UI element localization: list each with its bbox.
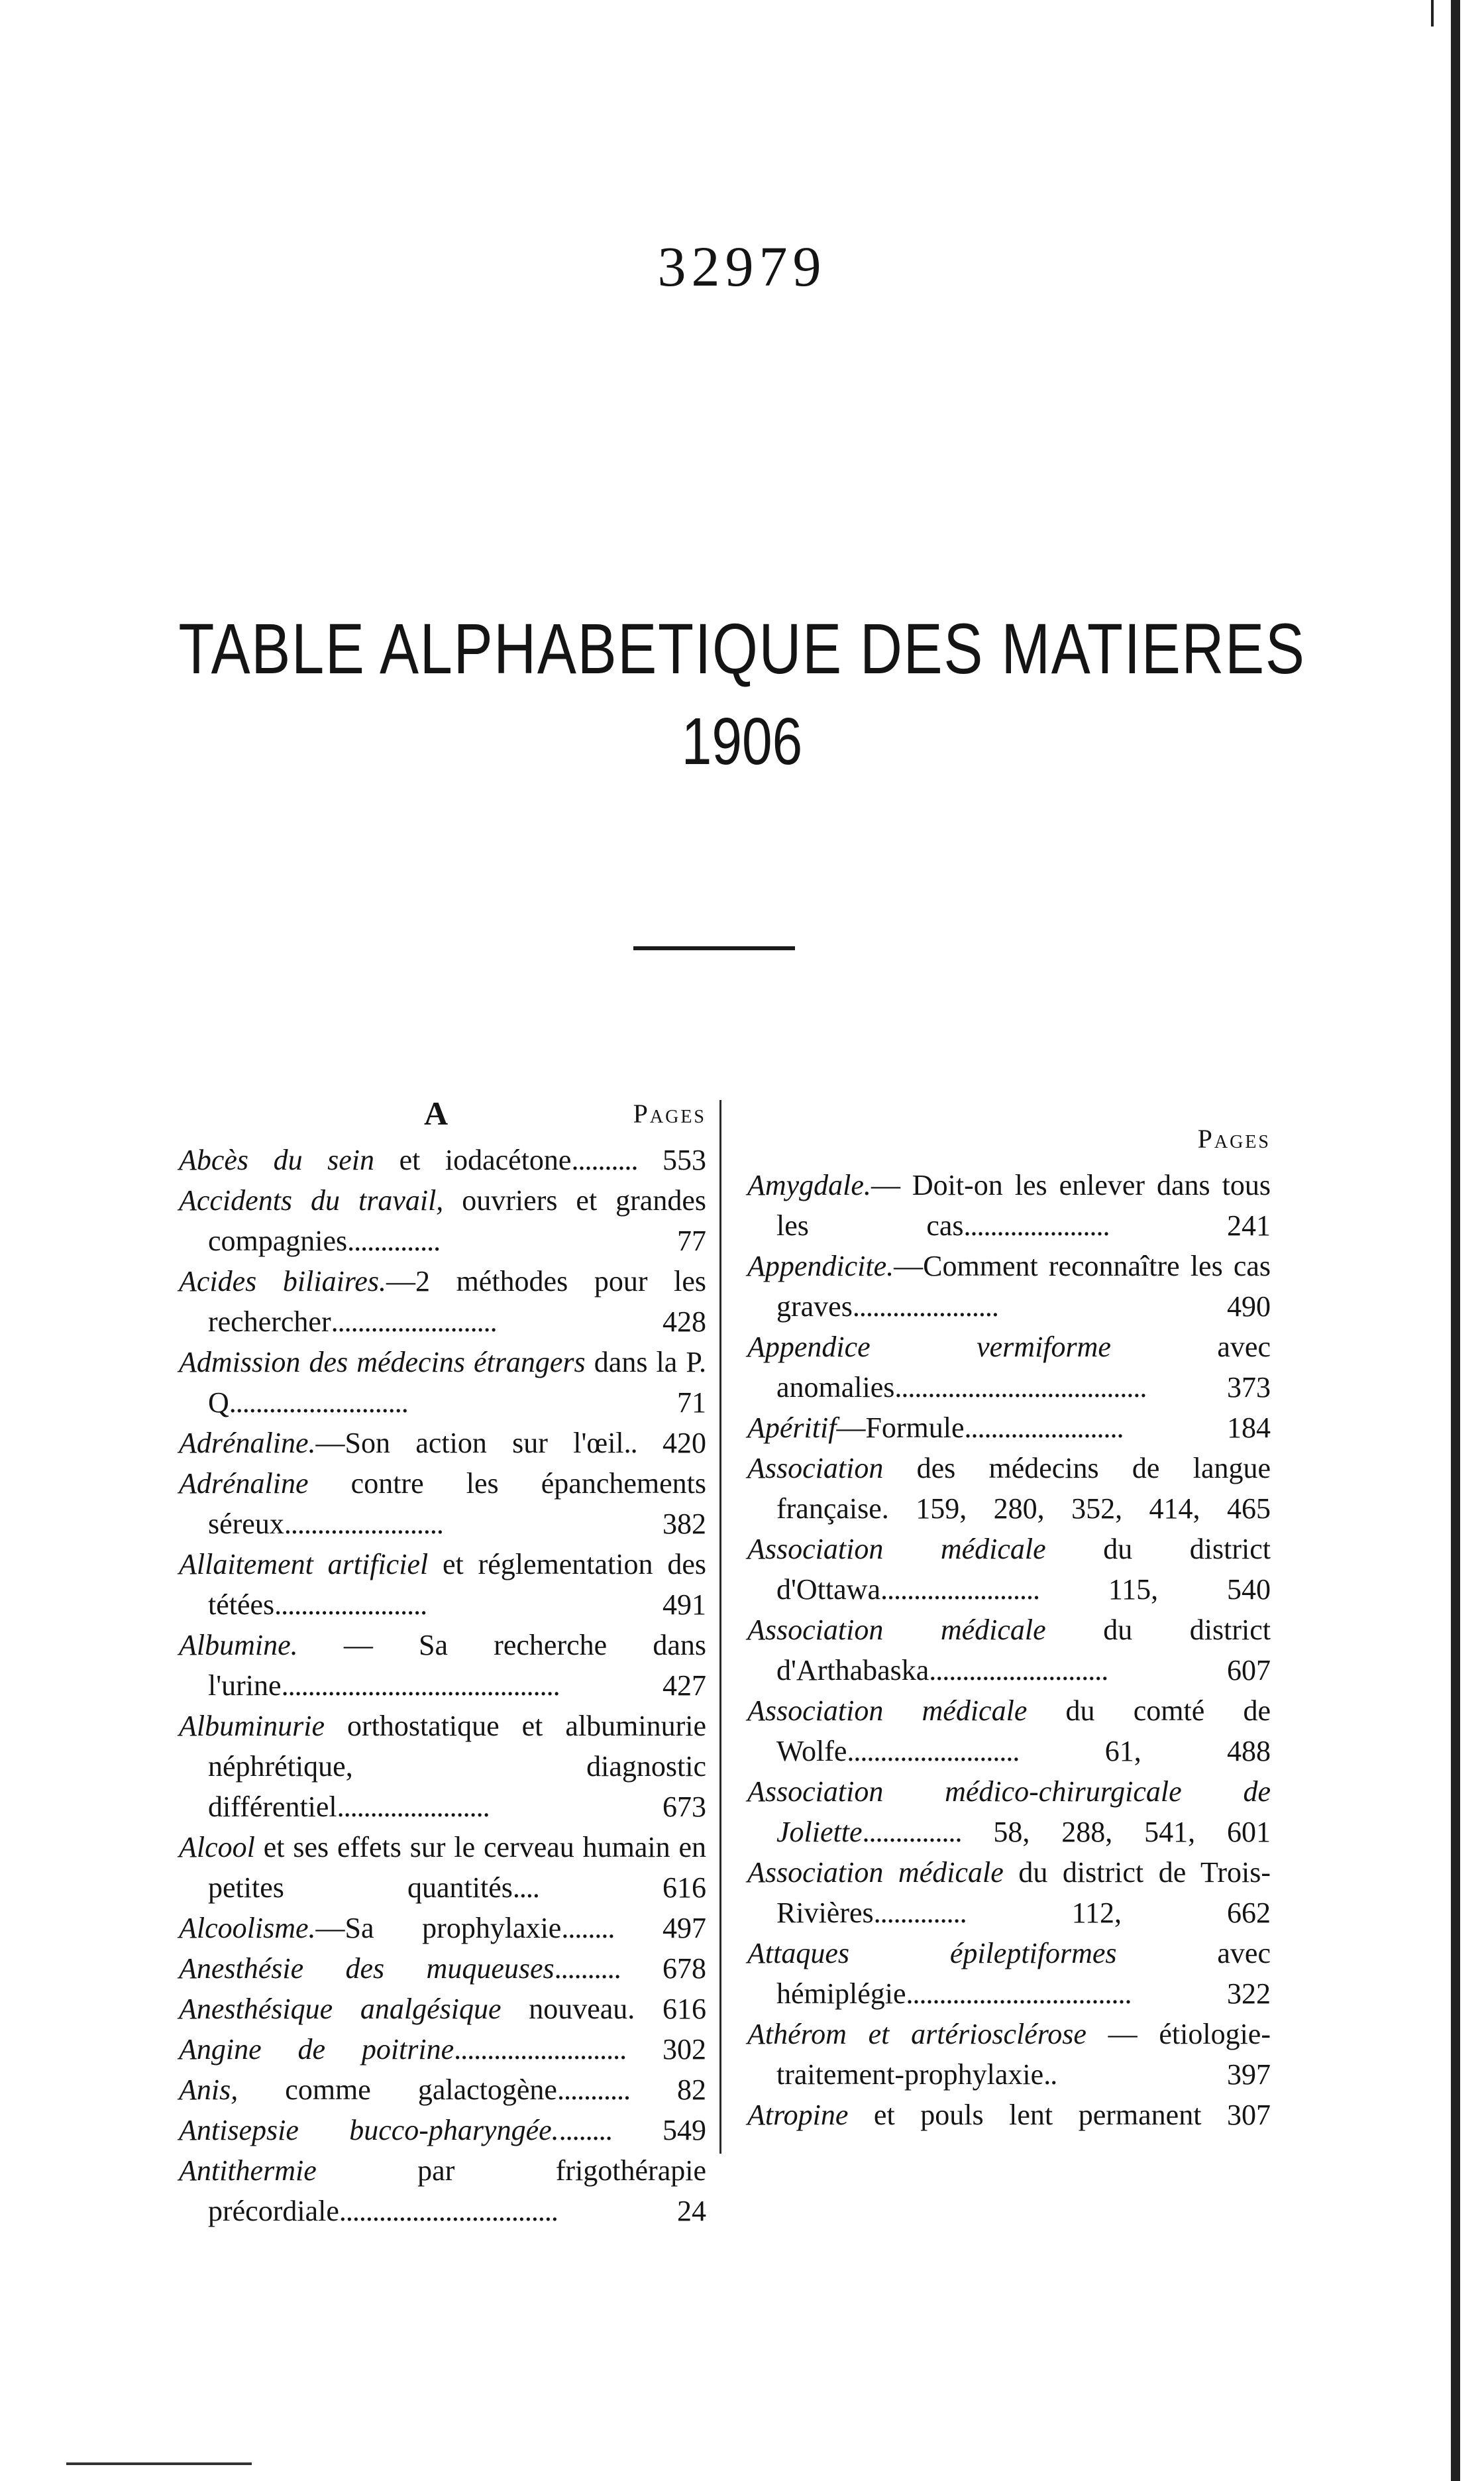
entry-term: Acides biliaires. xyxy=(179,1265,386,1297)
entry-term: Antisepsie bucco-pharyngée. xyxy=(179,2114,559,2146)
entry-term: Allaitement artificiel xyxy=(179,1548,429,1580)
index-entry xyxy=(179,1544,706,1625)
entry-pages: 24 xyxy=(677,2195,706,2227)
entry-dots: ........................ xyxy=(284,1508,443,1540)
entry-pages: 549 xyxy=(662,2114,706,2146)
entry-pages: 71 xyxy=(677,1386,706,1419)
entry-term: Association xyxy=(747,1452,884,1484)
entry-text: — étiologie-traitement-prophylaxie xyxy=(776,2018,1271,2091)
entry-dots: .... xyxy=(512,1871,539,1904)
index-entry xyxy=(747,1690,1271,1771)
entry-term: Abcès du sein xyxy=(179,1144,375,1176)
entry-term: Association médicale xyxy=(747,1856,1004,1889)
entry-term: Accidents du travail, xyxy=(179,1184,444,1217)
entry-term: Adrénaline xyxy=(179,1467,309,1500)
entry-pages: 77 xyxy=(677,1225,706,1257)
index-entry xyxy=(179,1908,706,1948)
entry-term: Anesthésie des muqueuses xyxy=(179,1952,555,1985)
page-year: 1906 xyxy=(681,704,803,779)
entry-text: —2 méthodes pour les rechercher xyxy=(208,1265,706,1338)
entry-pages: 497 xyxy=(662,1912,706,1944)
entry-term: Association médico-chirurgicale de Joliette xyxy=(747,1775,1271,1848)
entry-term: Angine de poitrine xyxy=(179,2033,454,2066)
entry-term: Alcool xyxy=(179,1831,255,1863)
entry-dots: .......... xyxy=(571,1144,638,1176)
entry-pages: 397 xyxy=(1227,2058,1271,2091)
entry-dots: ........................... xyxy=(929,1654,1108,1686)
entry-dots: ........................ xyxy=(880,1573,1039,1606)
index-column-left xyxy=(179,1093,706,2231)
entry-dots: ................................. xyxy=(339,2195,558,2227)
entry-dots: ........................ xyxy=(964,1411,1124,1444)
entry-pages: 427 xyxy=(662,1669,706,1702)
column-header xyxy=(179,1093,706,1140)
entry-text: — Doit-on les enlever dans tous les cas xyxy=(776,1169,1271,1242)
index-entry xyxy=(747,1529,1271,1610)
entry-pages: 112, 662 xyxy=(1071,1897,1271,1929)
section-letter: A xyxy=(424,1095,449,1132)
entry-pages: 465 xyxy=(1227,1492,1271,1525)
entry-term: Amygdale. xyxy=(747,1169,871,1201)
entry-dots: ...................................... xyxy=(894,1371,1147,1404)
index-entry-list xyxy=(179,1140,706,2231)
entry-text: du comté de Wolfe xyxy=(776,1694,1271,1767)
entry-text: avec anomalies xyxy=(776,1331,1271,1404)
entry-pages: 307 xyxy=(1227,2099,1271,2131)
entry-term: Albuminurie xyxy=(179,1710,325,1742)
index-entry xyxy=(179,1948,706,1989)
index-entry xyxy=(747,1448,1271,1529)
entry-term: Atropine xyxy=(747,2099,849,2131)
index-entry xyxy=(747,1610,1271,1690)
entry-dots: ............... xyxy=(862,1816,962,1848)
entry-text: avec hémiplégie xyxy=(776,1937,1271,2010)
entry-pages: 382 xyxy=(662,1508,706,1540)
right-edge-tick xyxy=(1431,0,1434,27)
index-entry xyxy=(747,2014,1271,2095)
entry-text: dans la P. Q xyxy=(208,1346,707,1419)
pages-label: Pages xyxy=(633,1099,706,1129)
entry-pages: 616 xyxy=(662,1871,706,1904)
entry-term: Attaques épileptiformes xyxy=(747,1937,1117,1969)
entry-term: Albumine. xyxy=(179,1629,298,1661)
entry-text: orthostatique et albuminurie néphrétique, diagnostic différentiel xyxy=(208,1710,706,1823)
pages-label: Pages xyxy=(1197,1124,1271,1154)
entry-term: Appendice vermiforme xyxy=(747,1331,1111,1363)
index-entry xyxy=(179,1989,706,2029)
entry-pages: 420 xyxy=(662,1427,706,1459)
entry-text: et iodacétone xyxy=(374,1144,572,1176)
entry-pages: 82 xyxy=(677,2073,707,2106)
entry-dots: ........................... xyxy=(229,1386,408,1419)
entry-term: Apéritif xyxy=(747,1411,837,1444)
entry-term: Alcoolisme. xyxy=(179,1912,316,1944)
entry-dots: .......................................... xyxy=(281,1669,560,1702)
entry-dots: .......................... xyxy=(454,2033,627,2066)
entry-term: Antithermie xyxy=(179,2154,317,2187)
index-entry xyxy=(747,1407,1271,1448)
index-entry xyxy=(179,1342,706,1423)
page-title: TABLE ALPHABETIQUE DES MATIERES xyxy=(178,608,1306,689)
entry-dots: ....................... xyxy=(337,1791,490,1823)
entry-text: ouvriers et grandes compagnies xyxy=(208,1184,706,1257)
index-entry xyxy=(179,2150,706,2231)
index-entry xyxy=(747,1852,1271,1933)
index-entry xyxy=(747,1165,1271,1246)
entry-text: du district de Trois-Rivières xyxy=(776,1856,1271,1929)
column-header xyxy=(747,1093,1271,1165)
entry-pages: 490 xyxy=(1227,1290,1271,1323)
entry-dots: .. xyxy=(623,1427,637,1459)
entry-text: contre les épanchements séreux xyxy=(208,1467,706,1540)
index-entry xyxy=(179,1423,706,1463)
entry-pages: 491 xyxy=(662,1588,706,1621)
index-entry xyxy=(179,1827,706,1908)
right-edge-bar xyxy=(1451,0,1460,2481)
entry-pages: 115, 540 xyxy=(1108,1573,1271,1606)
entry-term: Association médicale xyxy=(747,1694,1028,1727)
index-entry xyxy=(747,1327,1271,1407)
entry-term: Association médicale xyxy=(747,1533,1046,1565)
footer-rule xyxy=(66,2462,252,2465)
entry-term: Athérom et artériosclérose xyxy=(747,2018,1086,2050)
entry-dots: ......................... xyxy=(331,1305,497,1338)
entry-text: et ses effets sur le cerveau humain en petites quantités xyxy=(208,1831,706,1904)
entry-dots: .. xyxy=(1043,2058,1057,2091)
index-entry xyxy=(179,1706,706,1827)
entry-text: par frigothérapie précordiale xyxy=(208,2154,706,2227)
entry-dots: ...................... xyxy=(963,1209,1110,1242)
entry-pages: 184 xyxy=(1227,1411,1271,1444)
entry-term: Anesthésique analgésique xyxy=(179,1993,502,2025)
index-entry-list xyxy=(747,1165,1271,2135)
entry-pages: 373 xyxy=(1227,1371,1271,1404)
entry-dots: .......... xyxy=(554,1952,621,1985)
entry-dots: .............. xyxy=(873,1897,967,1929)
entry-dots: ........ xyxy=(561,1912,615,1944)
index-entry xyxy=(179,1180,706,1261)
entry-pages: 678 xyxy=(662,1952,706,1985)
entry-term: Adrénaline. xyxy=(179,1427,316,1459)
entry-text: du district d'Arthabaska xyxy=(776,1614,1271,1686)
entry-pages: 428 xyxy=(662,1305,706,1338)
index-entry xyxy=(179,1625,706,1706)
column-divider xyxy=(719,1100,721,2154)
index-entry xyxy=(747,1771,1271,1852)
entry-term: Appendicite. xyxy=(747,1250,894,1282)
entry-pages: 61, 488 xyxy=(1104,1735,1271,1767)
index-entry xyxy=(747,2095,1271,2135)
entry-term: Admission des médecins étrangers xyxy=(179,1346,586,1378)
entry-pages: 241 xyxy=(1227,1209,1271,1242)
entry-dots: ....................... xyxy=(274,1588,427,1621)
title-divider xyxy=(633,946,795,950)
entry-text: et réglementation des tétées xyxy=(208,1548,706,1621)
entry-term: Association médicale xyxy=(747,1614,1046,1646)
index-entry xyxy=(179,1140,706,1180)
entry-pages: 553 xyxy=(662,1144,706,1176)
entry-text: comme galactogène xyxy=(238,2073,557,2106)
entry-text: du district d'Ottawa xyxy=(776,1533,1271,1606)
entry-text: nouveau. xyxy=(501,1993,635,2025)
index-entry xyxy=(179,2029,706,2069)
entry-text: —Formule xyxy=(836,1411,965,1444)
index-entry xyxy=(179,2110,706,2150)
index-entry xyxy=(179,1261,706,1342)
index-column-right xyxy=(747,1093,1271,2135)
entry-dots: .......................... xyxy=(847,1735,1020,1767)
index-entry xyxy=(179,1463,706,1544)
entry-pages: 58, 288, 541, 601 xyxy=(993,1816,1271,1848)
index-entry xyxy=(747,1246,1271,1327)
entry-dots: .............. xyxy=(347,1225,441,1257)
entry-term: Anis, xyxy=(179,2073,238,2106)
index-entry xyxy=(179,2069,706,2110)
entry-text: — Sa recherche dans l'urine xyxy=(208,1629,706,1702)
entry-pages: 302 xyxy=(662,2033,706,2066)
entry-pages: 322 xyxy=(1227,1977,1271,2010)
entry-text: —Sa prophylaxie xyxy=(315,1912,562,1944)
entry-dots: ...................... xyxy=(852,1290,998,1323)
entry-text: et pouls lent permanent xyxy=(848,2099,1202,2131)
index-entry xyxy=(747,1933,1271,2014)
entry-dots: ........... xyxy=(556,2073,630,2106)
entry-pages: 673 xyxy=(662,1791,706,1823)
page-number: 32979 xyxy=(657,235,827,298)
entry-pages: 616 xyxy=(662,1993,707,2025)
entry-dots: .................................. xyxy=(906,1977,1132,2010)
entry-dots: ........ xyxy=(558,2114,612,2146)
entry-text: des médecins de langue française. 159, 280, 352, 414, xyxy=(776,1452,1271,1525)
entry-text: —Son action sur l'œil xyxy=(315,1427,624,1459)
entry-text: —Comment reconnaître les cas graves xyxy=(776,1250,1271,1323)
entry-pages: 607 xyxy=(1227,1654,1271,1686)
